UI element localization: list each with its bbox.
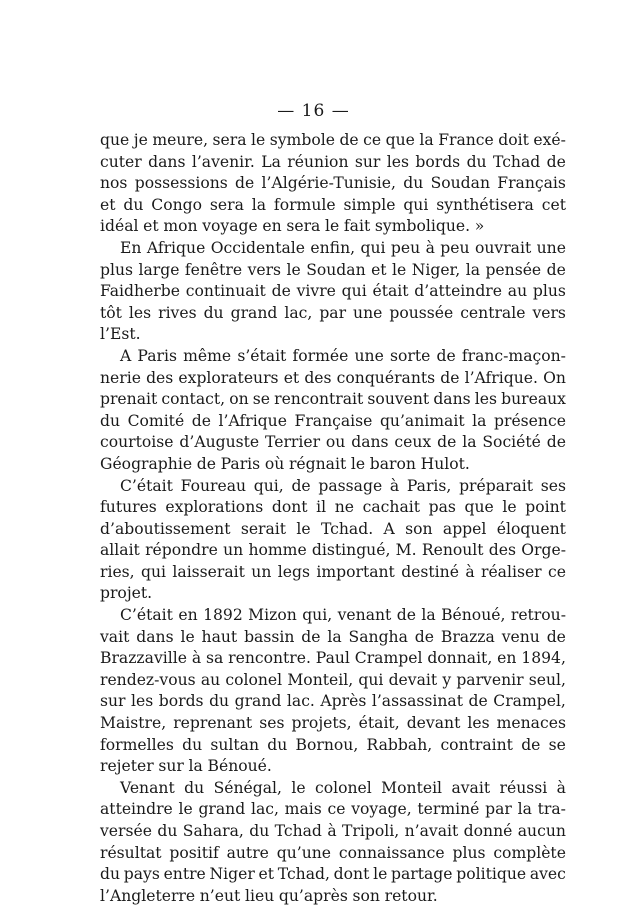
text-line: du Comité de l’Afrique Française qu’animait la présence <box>100 411 566 430</box>
text-line: prenait contact, on se rencontrait souvent dans les bureaux <box>100 390 566 409</box>
text-line: allait répondre un homme distingué, M. Renoult des Orge- <box>100 541 566 560</box>
text-line: Maistre, reprenant ses projets, était, devant les menaces <box>100 714 566 733</box>
text-line: C’était en 1892 Mizon qui, venant de la Bénoué, retrou- <box>120 606 566 625</box>
text-line: En Afrique Occidentale enfin, qui peu à peu ouvrait une <box>120 238 566 257</box>
text-line: que je meure, sera le symbole de ce que la France doit exé- <box>100 131 566 149</box>
text-line: formelles du sultan du Bornou, Rabbah, contraint de se <box>100 735 566 754</box>
text-line: courtoise d’Auguste Terrier ou dans ceux de la Société de <box>100 433 566 452</box>
text-line: idéal et mon voyage en sera le fait symbolique. » <box>100 217 485 236</box>
text-line: nos possessions de l’Algérie-Tunisie, du Soudan Français <box>100 174 566 193</box>
text-line: nerie des explorateurs et des conquérants de l’Afrique. On <box>100 368 566 387</box>
text-line: atteindre le grand lac, mais ce voyage, terminé par la tra- <box>100 800 566 819</box>
text-line: rendez-vous au colonel Monteil, qui devait y parvenir seul, <box>100 670 566 689</box>
text-line: ries, qui laisserait un legs important destiné à réaliser ce <box>100 562 566 581</box>
text-line: du pays entre Niger et Tchad, dont le partage politique avec <box>100 865 566 884</box>
body-text <box>100 130 566 907</box>
text-line: et du Congo sera la formule simple qui synthétisera cet <box>100 195 566 214</box>
text-line: A Paris même s’était formée une sorte de franc-maçon- <box>120 346 566 365</box>
text-line: sur les bords du grand lac. Après l’assassinat de Crampel, <box>100 692 566 711</box>
text-line: plus large fenêtre vers le Soudan et le Niger, la pensée de <box>100 260 566 279</box>
text-line: Venant du Sénégal, le colonel Monteil avait réussi à <box>120 778 566 797</box>
text-line: futures explorations dont il ne cachait pas que le point <box>100 498 566 517</box>
text-line: Géographie de Paris où régnait le baron Hulot. <box>100 454 470 473</box>
text-line: rejeter sur la Bénoué. <box>100 757 272 776</box>
text-line: tôt les rives du grand lac, par une poussée centrale vers <box>100 303 566 322</box>
text-line: résultat positif autre qu’une connaissance plus complète <box>100 843 566 862</box>
text-line: Faidherbe continuait de vivre qui était d’atteindre au plus <box>100 282 566 301</box>
text-line: C’était Foureau qui, de passage à Paris, préparait ses <box>120 476 566 495</box>
text-line: cuter dans l’avenir. La réunion sur les bords du Tchad de <box>100 152 566 171</box>
page-number: — 16 — <box>277 101 350 121</box>
text-line: l’Est. <box>100 325 141 344</box>
text-line: projet. <box>100 584 153 603</box>
text-line: vait dans le haut bassin de la Sangha de Brazza venu de <box>100 627 566 646</box>
text-line: Brazzaville à sa rencontre. Paul Crampel donnait, en 1894, <box>100 649 566 668</box>
text-line: l’Angleterre n’eut lieu qu’après son retour. <box>100 886 438 905</box>
text-line: versée du Sahara, du Tchad à Tripoli, n’avait donné aucun <box>100 822 566 840</box>
text-line: d’aboutissement serait le Tchad. A son appel éloquent <box>100 519 566 538</box>
